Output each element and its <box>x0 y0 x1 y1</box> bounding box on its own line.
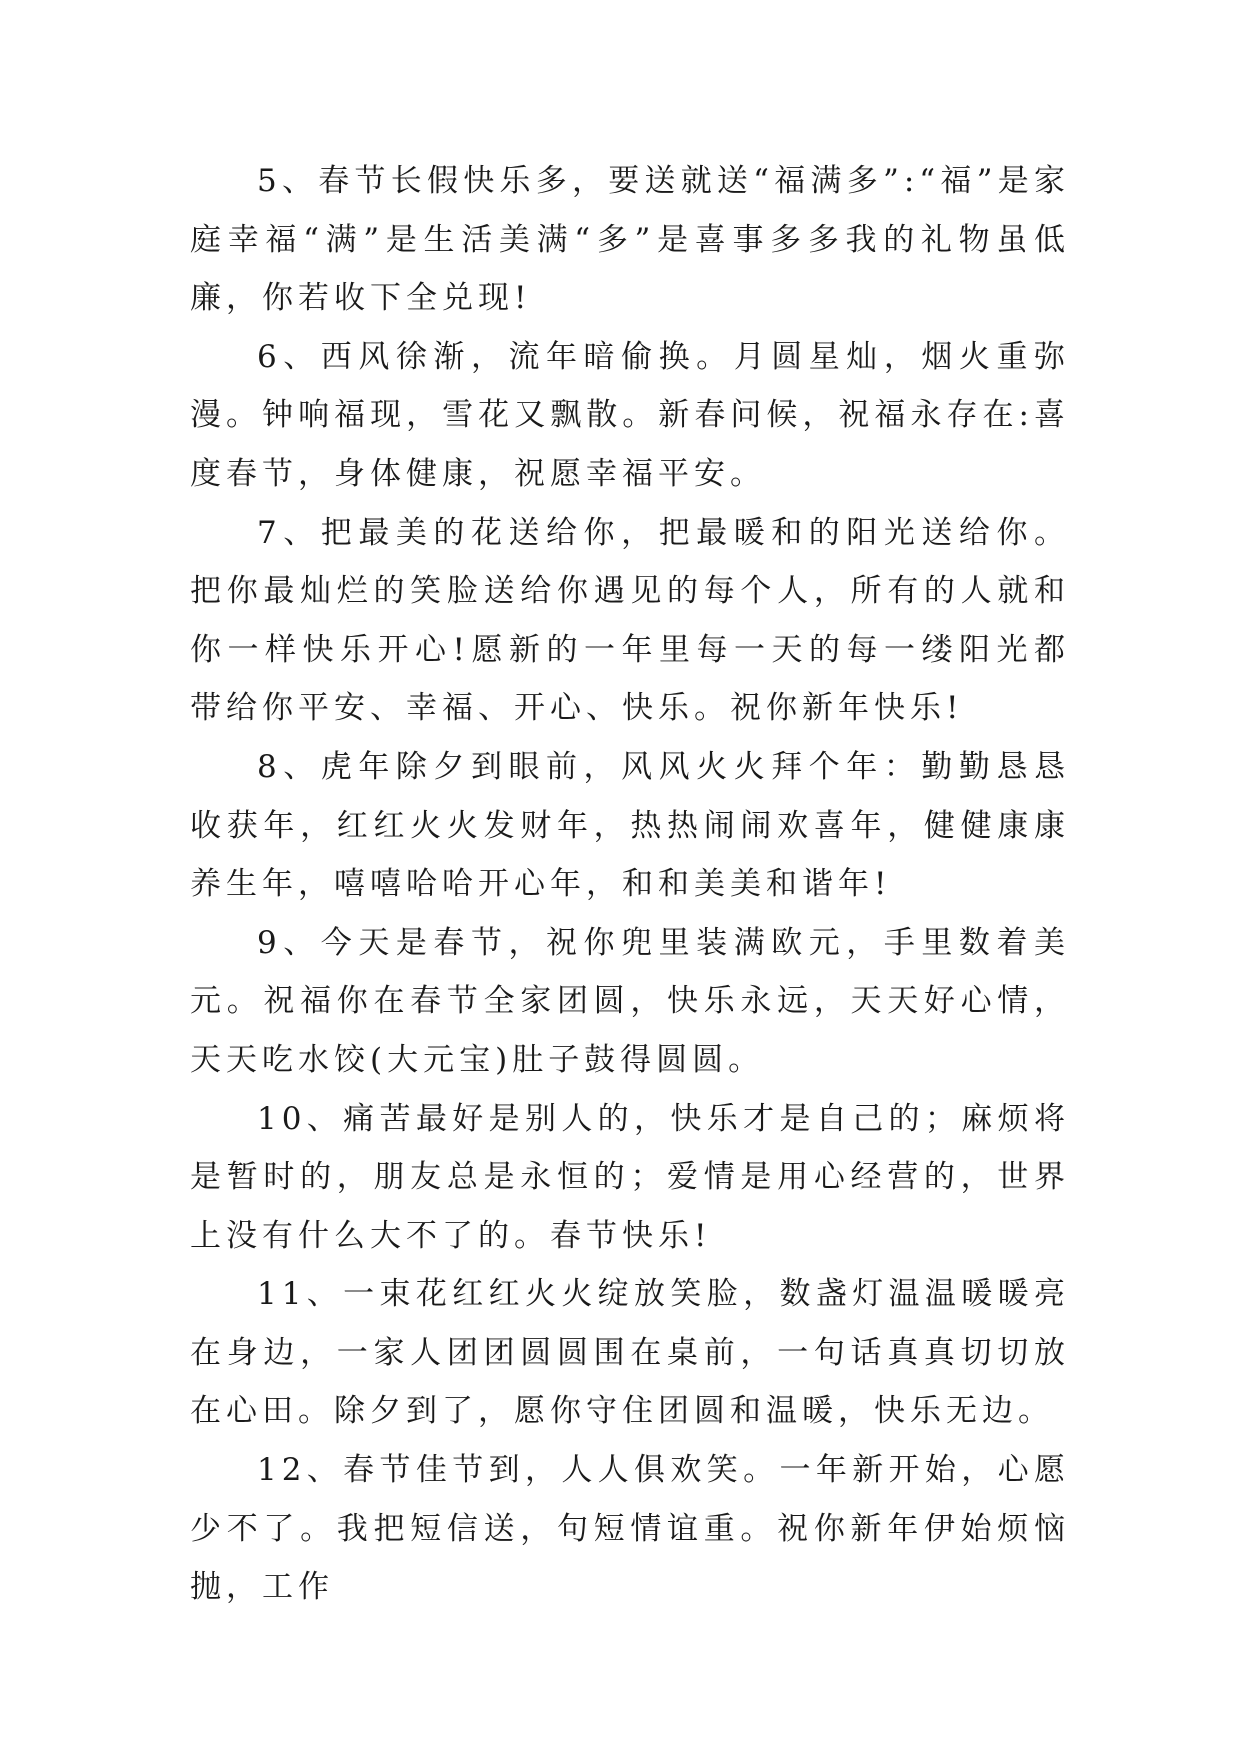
greeting-paragraph-7: 7、把最美的花送给你，把最暖和的阳光送给你。把你最灿烂的笑脸送给你遇见的每个人，所有的人就和你一样快乐开心!愿新的一年里每一天的每一缕阳光都带给你平安、幸福、开心、快乐。祝你新年快乐! <box>190 514 1070 727</box>
document-page <box>190 152 1070 1617</box>
greeting-paragraph-6: 6、西风徐渐，流年暗偷换。月圆星灿，烟火重弥漫。钟响福现，雪花又飘散。新春问候，祝福永存在:喜度春节，身体健康，祝愿幸福平安。 <box>190 338 1070 492</box>
greeting-paragraph-9: 9、今天是春节，祝你兜里装满欧元，手里数着美元。祝福你在春节全家团圆，快乐永远，天天好心情，天天吃水饺(大元宝)肚子鼓得圆圆。 <box>190 924 1070 1078</box>
greeting-paragraph-11: 11、一束花红红火火绽放笑脸，数盏灯温温暖暖亮在身边，一家人团团圆圆围在桌前，一句话真真切切放在心田。除夕到了，愿你守住团圆和温暖，快乐无边。 <box>190 1276 1070 1430</box>
greeting-paragraph-12: 12、春节佳节到，人人俱欢笑。一年新开始，心愿少不了。我把短信送，句短情谊重。祝你新年伊始烦恼抛，工作 <box>190 1452 1070 1606</box>
greeting-paragraph-10: 10、痛苦最好是别人的，快乐才是自己的；麻烦将是暂时的，朋友总是永恒的；爱情是用心经营的，世界上没有什么大不了的。春节快乐! <box>190 1100 1070 1254</box>
greeting-paragraph-8: 8、虎年除夕到眼前，风风火火拜个年：勤勤恳恳收获年，红红火火发财年，热热闹闹欢喜年，健健康康养生年，嘻嘻哈哈开心年，和和美美和谐年! <box>190 748 1070 903</box>
greeting-paragraph-5: 5、春节长假快乐多，要送就送“福满多”:“福”是家庭幸福“满”是生活美满“多”是喜事多多我的礼物虽低廉，你若收下全兑现! <box>190 163 1070 317</box>
